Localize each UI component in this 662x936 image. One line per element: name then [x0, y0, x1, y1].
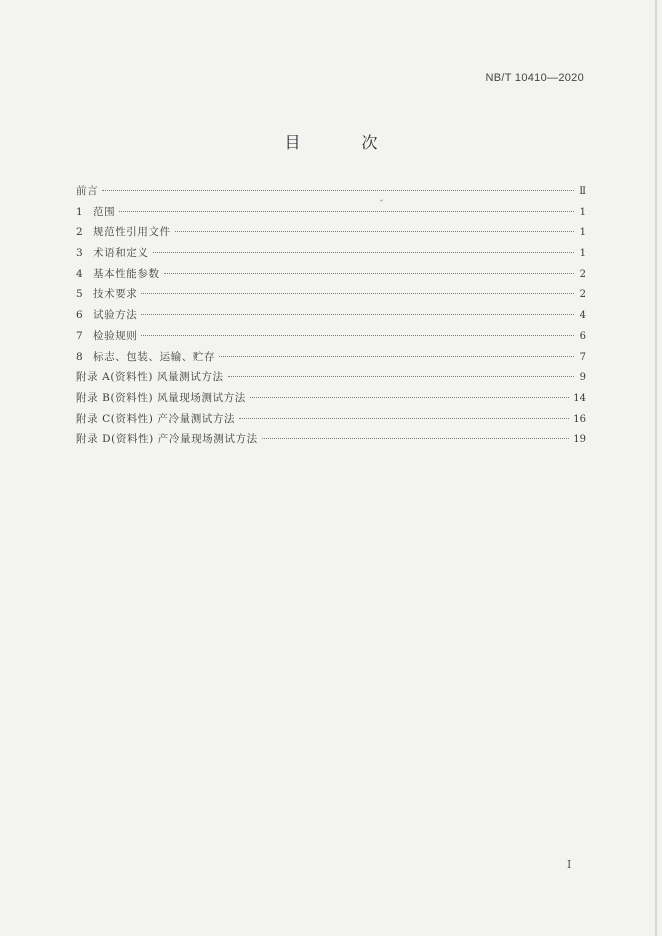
toc-dot-leader [141, 293, 574, 294]
toc-entry-number: 4 [76, 267, 84, 280]
toc-entry-text: 前言 [76, 185, 99, 197]
toc-entry-page: 14 [573, 392, 586, 404]
toc-entry-label [76, 431, 258, 446]
toc-entry-page: 16 [573, 413, 586, 425]
toc-entry-number: 6 [76, 309, 84, 322]
toc-entry-label [76, 349, 215, 364]
toc-entry[interactable] [76, 307, 586, 328]
toc-entry-label [76, 411, 235, 426]
toc-entry-page: 1 [579, 248, 586, 260]
toc-entry[interactable] [76, 183, 586, 204]
toc-dot-leader [228, 376, 574, 377]
toc-entry-text: 技术要求 [93, 288, 138, 301]
toc-entry-page: 1 [579, 206, 586, 218]
toc-dot-leader [262, 438, 570, 439]
toc-dot-leader [250, 397, 569, 398]
toc-entry-label [76, 183, 98, 198]
toc-entry[interactable] [76, 245, 586, 266]
toc-entry-text: 规范性引用文件 [93, 226, 171, 239]
toc-entry-label [76, 307, 137, 322]
toc-entry[interactable] [76, 224, 586, 245]
toc-entry-number: 2 [76, 226, 84, 239]
toc-entry-label [76, 369, 224, 384]
toc-entry[interactable] [76, 204, 586, 225]
toc-entry-text: 基本性能参数 [93, 267, 160, 280]
toc-entry-text: 范围 [93, 205, 116, 218]
toc-dot-leader [164, 273, 574, 274]
toc-entry-text: 术语和定义 [93, 247, 149, 260]
standard-code: NB/T 10410—2020 [485, 72, 584, 84]
toc-entry-label [76, 286, 137, 301]
toc-dot-leader [175, 231, 574, 232]
toc-entry-label [76, 390, 246, 405]
toc-title: 目 次 [284, 133, 406, 152]
toc-entry[interactable] [76, 349, 586, 370]
toc-entry-page: 19 [573, 434, 586, 446]
toc-entry-text: 附录 B(资料性) 风量现场测试方法 [76, 391, 246, 404]
table-of-contents [76, 183, 586, 452]
toc-entry[interactable] [76, 369, 586, 390]
toc-dot-leader [239, 418, 569, 419]
toc-entry-text: 检验规则 [93, 329, 138, 342]
toc-entry[interactable] [76, 390, 586, 411]
toc-entry-label [76, 245, 149, 260]
toc-entry-page: 6 [579, 330, 586, 342]
footer-page-number: I [567, 858, 572, 871]
toc-entry[interactable] [76, 431, 586, 452]
toc-entry-page: 9 [579, 372, 586, 384]
toc-entry-text: 附录 C(资料性) 产冷量测试方法 [76, 412, 236, 425]
toc-entry-page: 1 [579, 227, 586, 239]
toc-dot-leader [102, 190, 574, 191]
toc-entry-number: 3 [76, 247, 84, 260]
toc-entry-number: 7 [76, 329, 84, 342]
toc-dot-leader [141, 335, 574, 336]
toc-entry-page: Ⅱ [579, 186, 586, 197]
toc-entry-page: 2 [579, 289, 586, 301]
toc-entry[interactable] [76, 328, 586, 349]
toc-entry-text: 附录 A(资料性) 风量测试方法 [76, 371, 224, 384]
toc-dot-leader [141, 314, 574, 315]
toc-dot-leader [219, 356, 574, 357]
toc-entry-number: 5 [76, 288, 84, 301]
toc-entry-page: 2 [579, 268, 586, 280]
toc-entry-number: 8 [76, 350, 84, 363]
toc-entry-page: 4 [579, 310, 586, 322]
toc-entry-text: 试验方法 [93, 309, 138, 322]
toc-entry-label [76, 328, 137, 343]
toc-entry-text: 标志、包装、运输、贮存 [93, 350, 216, 363]
toc-entry[interactable] [76, 286, 586, 307]
toc-entry-label [76, 204, 115, 219]
toc-entry-text: 附录 D(资料性) 产冷量现场测试方法 [76, 433, 258, 446]
toc-dot-leader [153, 252, 575, 253]
toc-entry[interactable] [76, 411, 586, 432]
toc-dot-leader [119, 211, 574, 212]
toc-entry-label [76, 266, 160, 281]
toc-entry[interactable] [76, 266, 586, 287]
toc-entry-page: 7 [579, 351, 586, 363]
toc-entry-number: 1 [76, 205, 84, 218]
toc-entry-label [76, 224, 171, 239]
